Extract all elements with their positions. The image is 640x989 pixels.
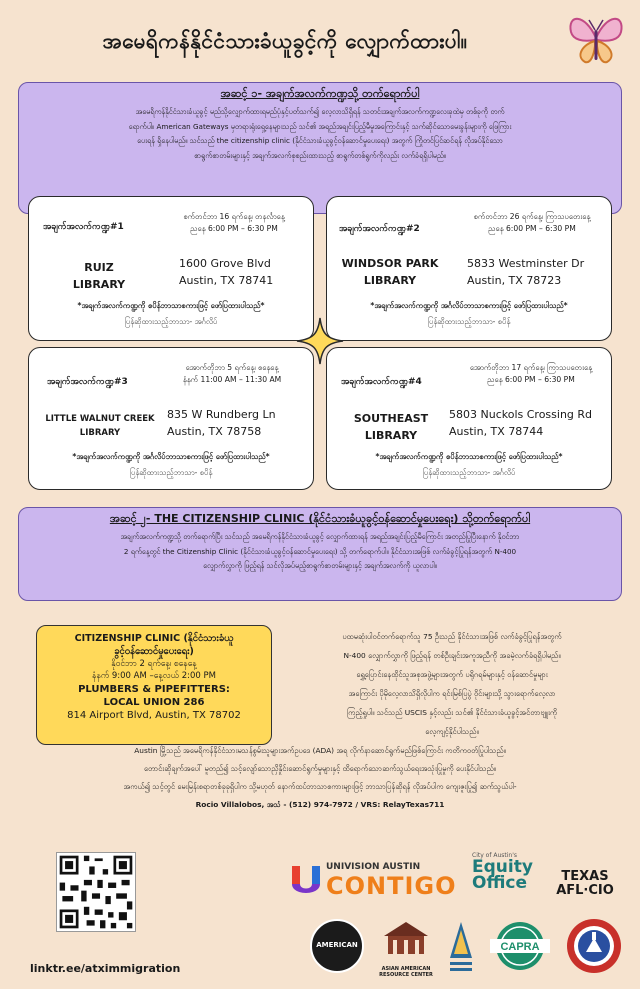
session-card-1 — [28, 196, 314, 341]
clinic-time: နံနက် 9:00 AM –နေ့လယ် 2:00 PM — [92, 671, 216, 681]
step1-box — [18, 82, 622, 214]
library-name: SOUTHEAST LIBRARY — [353, 412, 429, 442]
capra-text: CAPRA — [500, 941, 540, 953]
session-when: စက်တင်ဘာ 26 ရက်နေ့၊ ကြာသပတေးနေ့ ညနေ 6:00 PM – 6:30 PM — [473, 212, 591, 233]
clinic-place: PLUMBERS & PIPEFITTERS: LOCAL UNION 286 — [78, 684, 230, 708]
translation-note: ပြန်ဆိုထားသည့်ဘာသာ- စပိန် — [129, 468, 213, 477]
translation-note: ပြန်ဆိုထားသည့်ဘာသာ- အင်္ဂလိပ် — [422, 468, 516, 477]
step2-heading: အဆင့် ၂- THE CITIZENSHIP CLINIC (နိုင်ငံသားခံယူခွင့်ဝန်ဆောင်မှုပေးရေး) သို့တက်ရောက်ပါ — [109, 512, 531, 525]
library-name: LITTLE WALNUT CREEK LIBRARY — [45, 414, 155, 438]
step1-text: အမေရိကန်နိုင်ငံသားခံယူခွင့် မည်သို့လျှောက်ထားရမည်ပုံနှင့်ပတ်သက်၍ လေ့လာသိရှိရန် သတင်းအချက်အလက်ကဏ္ဍလေးခုထဲမှ တစ်ခုကို တက် ရောက်ပါ။ American Gateways မှတရားရုံးရှေ့နေများသည် သင်၏ အရည်အချင်းပြည့်မီမှုအကြောင်းနှင့် သက်ဆိုင်သောမေးခွန်းများကို ဖြေကြား ပေးရန် ရှိနေပါမည်။ သင်သည် the citizenship clinic (နိုင်ငံသားခံယူခွင့်ဝန်ဆောင်မှုပေးရေး) အတွက် ကြိုတင်ပြင်ဆင်ရန် လိုအပ်နိုင်သော စာရွက်စာတမ်းများနှင့် အချက်အလက်စုစည်းထားသည့် စာရွက်တစ်ရွက်ကိုလည်း လက်ခံရရှိပါမည်။ — [128, 107, 512, 160]
clinic-address: 814 Airport Blvd, Austin, TX 78702 — [67, 710, 241, 721]
univision-main-text: CONTIGO — [326, 872, 457, 900]
step2-box — [18, 507, 622, 601]
session-label: အချက်အလက်ကဏ္ဍ#2 — [339, 224, 420, 234]
clinic-date: နိုဝင်ဘာ 2 ရက်နေ့၊ စနေနေ့ — [111, 659, 197, 669]
language-note: *အချက်အလက်ကဏ္ဍကို စပိန်ဘာသာစကားဖြင့် ဖော်ပြထားပါသည်* — [77, 301, 265, 310]
american-gateways-logo: AMERICAN — [310, 919, 364, 973]
austin-museum-logo — [446, 918, 476, 976]
step2-text: အချက်အလက်ကဏ္ဍသို့ တက်ရောက်ပြီး သင်သည် အမေရိကန်နိုင်ငံသားခံယူခွင့် လျှောက်ထားရန် အရည်အချင်းပြည့်မီကြောင်း အတည်ပြုပြီးနောက် နိုဝင်ဘာ 2 ရက်နေ့တွင် the Citizenship Clinic (နိုင်ငံသားခံယူခွင့်ဝန်ဆောင်မှုပေးရေး) သို့ တက်ရောက်ပါ။ နိုင်ငံသားအဖြစ် လက်ခံခွင့်ပြုရန်အတွက် N-400 လျှောက်လွှာကို ဖြည့်ရန် သင်လိုအပ်မည့်စာရွက်စာတမ်းများနှင့် အချက်အလက်ကို ယူလာပါ။ — [120, 532, 520, 570]
session-label: အချက်အလက်ကဏ္ဍ#4 — [341, 377, 422, 387]
library-address: 5833 Westminster Dr Austin, TX 78723 — [467, 257, 585, 287]
library-address: 1600 Grove Blvd Austin, TX 78741 — [179, 257, 274, 287]
library-address: 5803 Nuckols Crossing Rd Austin, TX 78744 — [449, 408, 593, 438]
butterfly-icon — [565, 8, 627, 68]
translation-note: ပြန်ဆိုထားသည့်ဘာသာ- အင်္ဂလိပ် — [124, 317, 218, 326]
univision-top-text: UNIVISION AUSTIN — [326, 862, 421, 872]
texas-afl-cio-logo: TEXAS AFL·CIO — [556, 869, 614, 898]
univision-logo — [290, 862, 470, 902]
city-of-austin-seal — [566, 918, 622, 974]
language-note: *အချက်အလက်ကဏ္ဍကို စပိန်ဘာသာစကားဖြင့် ဖော်ပြထားပါသည်* — [375, 452, 563, 461]
library-address: 835 W Rundberg Ln Austin, TX 78758 — [167, 408, 276, 438]
clinic-description: ပထမဆုံးပါဝင်တက်ရောက်သူ 75 ဦးသည် နိုင်ငံသားအဖြစ် လက်ခံခွင့်ပြုရန်အတွက် N-400 လျှောက်လွှာကို ဖြည့်ရန် တစ်ဦးချင်းအကူအညီကို အခမဲ့လက်ခံရရှိပါမည်။ ရွှေ့ပြောင်းနေထိုင်သူအစုအဖွဲ့များအတွက် ပရိုဂရမ်များနှင့် ဝန်ဆောင်မှုများ အကြောင်း ပိုမိုလေ့လာသိရှိလိုပါက ရင်းမြစ်ပြပွဲ ဝိုင်းများသို့ သွားရောက်လေ့လာ ကြည့်ရှုပါ။ သင်သည် USCIS နှင့်လည်း သင်၏ နိုင်ငံသားခံယူခွင့်အင်တာဗျူးကို လေ့ကျင့်နိုင်ပါသည်။ — [342, 632, 562, 736]
language-note: *အချက်အလက်ကဏ္ဍကို အင်္ဂလိပ်ဘာသာစကားဖြင့် ဖော်ပြထားပါသည်* — [370, 301, 568, 310]
clinic-title: CITIZENSHIP CLINIC (နိုင်ငံသားခံယူ ခွင့်ဝန်ဆောင်မှုပေးရေး) — [74, 633, 234, 657]
step1-heading: အဆင့် ၁- အချက်အလက်ကဏ္ဍသို့ တက်ရောက်ပါ — [220, 87, 420, 100]
session-card-2 — [326, 196, 612, 341]
page-title: အမေရိကန်နိုင်ငံသားခံယူခွင့်ကို လျှောက်ထားပါ။ — [102, 29, 468, 53]
language-note: *အချက်အလက်ကဏ္ဍကို အင်္ဂလိပ်ဘာသာစကားဖြင့် ဖော်ပြထားပါသည်* — [72, 452, 270, 461]
library-name: RUIZ LIBRARY — [72, 261, 126, 291]
ada-notice: Austin မြို့သည် အမေရိကန်နိုင်ငံသားမသန်စွမ်းသူများအက်ဥပဒေ (ADA) အရ လိုက်နာဆောင်ရွက်မည်ဖြစ်ကြောင်း ကတိကဝတ်ပြုပါသည်။ တောင်းဆိုချက်အပေါ် မူတည်၍ သင့်လျော်သောညှိနှိုင်းဆောင်ရွက်မှုများနှင့် ထိရောက်သောဆက်သွယ်ရေးအသုံးပြုမှုကို ပေးနိုင်ပါသည်။ အကယ်၍ သင့်တွင် မေးမြန်းစရာတစ်ခုခုရှိပါက သို့မဟုတ် နောက်ထပ်ဘာသာစကားများဖြင့် ဘာသာပြန်ဆိုရန် လိုအပ်ပါက ကျေးဇူးပြု၍ ဆက်သွယ်ပါ- Rocio Villalobos, အသံ - (512) 974-7972 / VRS: RelayTexas711 — [22, 742, 618, 814]
session-card-4 — [326, 347, 612, 490]
session-when: စက်တင်ဘာ 16 ရက်နေ့၊ တနင်္လာနေ့ ညနေ 6:00 PM – 6:30 PM — [183, 212, 285, 233]
univision-u-icon — [290, 864, 322, 900]
session-card-3 — [28, 347, 314, 490]
translation-note: ပြန်ဆိုထားသည့်ဘာသာ- စပိန် — [427, 317, 511, 326]
aarc-logo: ASIAN AMERICAN RESOURCE CENTER — [378, 918, 434, 978]
capra-accredited-logo — [488, 920, 552, 972]
session-label: အချက်အလက်ကဏ္ဍ#3 — [47, 377, 128, 387]
session-label: အချက်အလက်ကဏ္ဍ#1 — [43, 222, 124, 232]
library-name: WINDSOR PARK LIBRARY — [341, 257, 439, 287]
sparkle-star-icon — [295, 316, 345, 366]
equity-office-logo: City of Austin's Equity Office — [472, 852, 533, 893]
linktree-link[interactable]: linktr.ee/atximmigration — [30, 962, 181, 975]
session-when: အောက်တိုဘာ 5 ရက်နေ့၊ စနေနေ့ နံနက် 11:00 AM – 11:30 AM — [182, 363, 282, 384]
building-icon — [378, 918, 434, 958]
qr-code-icon[interactable] — [56, 852, 136, 932]
contact-info: Rocio Villalobos, အသံ - (512) 974-7972 / VRS: RelayTexas711 — [195, 800, 445, 809]
clinic-info-box — [36, 625, 272, 745]
session-when: အောက်တိုဘာ 17 ရက်နေ့၊ ကြာသပတေးနေ့ ညနေ 6:00 PM – 6:30 PM — [469, 363, 593, 384]
